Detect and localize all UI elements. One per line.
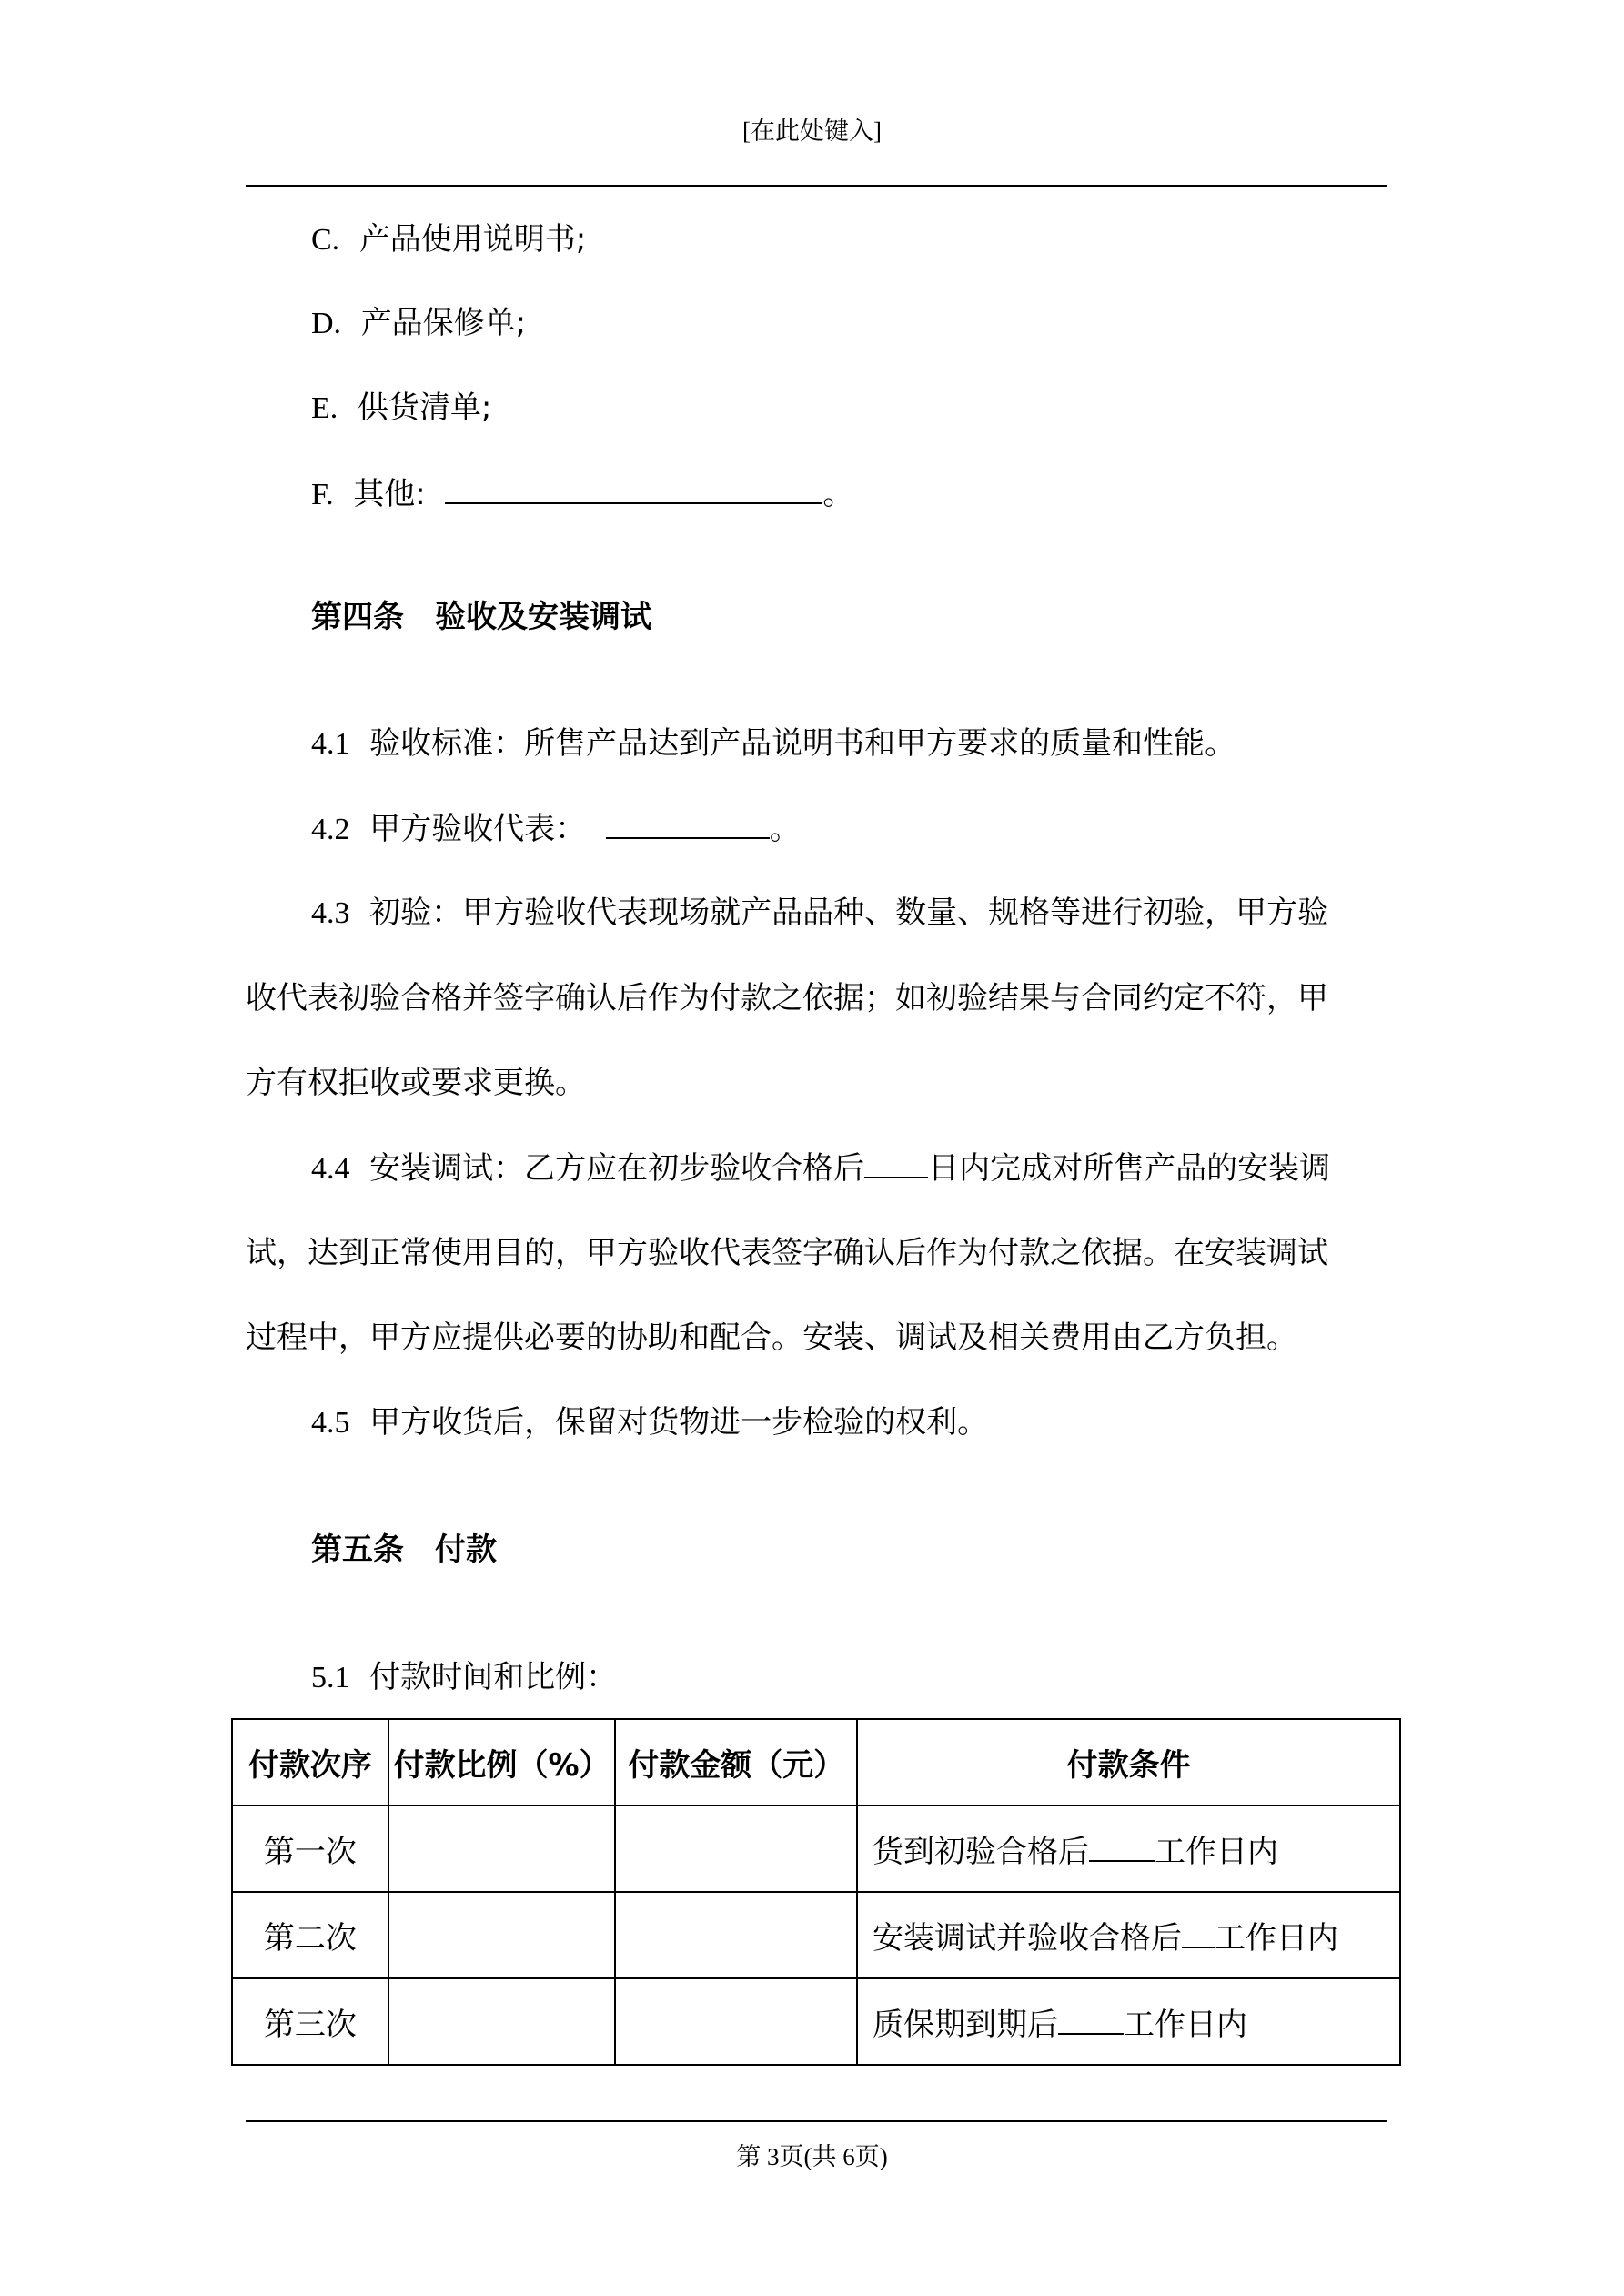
clause-4-4-line2: 试，达到正常使用目的，甲方验收代表签字确认后作为付款之依据。在安装调试 — [246, 1235, 1328, 1271]
clause-text: 甲方验收代表： — [369, 811, 587, 847]
section-heading-4: 第四条 验收及安装调试 — [311, 599, 651, 635]
cell-order: 第一次 — [232, 1805, 388, 1892]
list-letter: D. — [311, 307, 342, 340]
page-number: 第 3页(共 6页) — [736, 2143, 888, 2170]
clause-text: 甲方收货后，保留对货物进一步检验的权利。 — [369, 1404, 989, 1441]
header-ratio: 付款比例（%） — [388, 1719, 616, 1805]
header-order: 付款次序 — [232, 1719, 388, 1805]
list-text: 产品保修单; — [360, 305, 527, 341]
list-item-f — [311, 475, 853, 513]
list-item-e — [311, 389, 491, 427]
cell-condition — [857, 1892, 1400, 1978]
fill-blank[interactable] — [445, 475, 495, 504]
clause-4-3-line3: 方有权拒收或要求更换。 — [246, 1065, 586, 1101]
list-item-c — [311, 221, 586, 258]
header-condition: 付款条件 — [857, 1719, 1400, 1805]
clause-4-3-line2: 收代表初验合格并签字确认后作为付款之依据；如初验结果与合同约定不符，甲 — [246, 980, 1328, 1017]
fill-blank[interactable] — [864, 1149, 928, 1178]
cell-order: 第二次 — [232, 1892, 388, 1978]
condition-text: 货到初验合格后 — [873, 1834, 1090, 1870]
section-heading-5: 第五条 付款 — [311, 1532, 497, 1568]
list-text: 供货清单; — [357, 389, 492, 426]
footer-rule — [246, 2120, 1387, 2122]
fill-blank[interactable] — [495, 475, 822, 504]
clause-text: 安装调试：乙方应在初步验收合格后 — [369, 1150, 865, 1187]
clause-text: 初验：甲方验收代表现场就产品品种、数量、规格等进行初验，甲方验 — [369, 895, 1329, 931]
page-header: [在此处键入] — [742, 117, 882, 145]
condition-text: 质保期到期后 — [873, 2007, 1059, 2043]
condition-text: 安装调试并验收合格后 — [873, 1920, 1183, 1957]
payment-table — [231, 1718, 1401, 2066]
list-letter: E. — [311, 391, 338, 425]
cell-ratio[interactable] — [388, 1892, 616, 1978]
condition-text: 工作日内 — [1155, 1834, 1279, 1870]
clause-4-1 — [311, 725, 1236, 763]
cell-amount[interactable] — [615, 1978, 857, 2065]
cell-ratio[interactable] — [388, 1805, 616, 1892]
clause-text: 付款时间和比例： — [369, 1659, 618, 1695]
table-row — [232, 1805, 1400, 1892]
fill-blank[interactable] — [1182, 1919, 1215, 1948]
cell-condition — [857, 1805, 1400, 1892]
clause-text: 日内完成对所售产品的安装调 — [928, 1150, 1331, 1187]
fill-blank[interactable] — [606, 810, 770, 839]
cell-amount[interactable] — [615, 1892, 857, 1978]
header-rule — [246, 185, 1387, 187]
list-item-d — [311, 305, 526, 342]
clause-number: 4.2 — [311, 813, 350, 846]
table-header-row — [232, 1719, 1400, 1805]
list-text: 其他: — [353, 476, 426, 512]
clause-number: 4.4 — [311, 1152, 350, 1186]
list-letter: C. — [311, 223, 340, 257]
clause-number: 5.1 — [311, 1661, 350, 1694]
clause-text: 验收标准：所售产品达到产品说明书和甲方要求的质量和性能。 — [369, 725, 1236, 762]
clause-4-4-line3: 过程中，甲方应提供必要的协助和配合。安装、调试及相关费用由乙方负担。 — [246, 1320, 1297, 1356]
condition-text: 工作日内 — [1124, 2007, 1248, 2043]
cell-amount[interactable] — [615, 1805, 857, 1892]
clause-5-1 — [311, 1659, 617, 1696]
clause-4-5 — [311, 1404, 988, 1441]
clause-number: 4.1 — [311, 727, 350, 761]
clause-suffix: 。 — [769, 811, 801, 847]
fill-blank[interactable] — [1058, 2006, 1124, 2035]
clause-4-3 — [311, 895, 1328, 932]
cell-condition — [857, 1978, 1400, 2065]
clause-number: 4.5 — [311, 1406, 350, 1440]
table-row — [232, 1892, 1400, 1978]
list-letter: F. — [311, 478, 334, 511]
table-row — [232, 1978, 1400, 2065]
list-suffix: 。 — [822, 476, 854, 512]
condition-text: 工作日内 — [1215, 1920, 1339, 1957]
clause-4-4 — [311, 1149, 1330, 1188]
cell-ratio[interactable] — [388, 1978, 616, 2065]
cell-order: 第三次 — [232, 1978, 388, 2065]
list-text: 产品使用说明书; — [358, 221, 587, 258]
fill-blank[interactable] — [1089, 1833, 1155, 1862]
clause-4-2 — [311, 810, 801, 848]
clause-number: 4.3 — [311, 896, 350, 930]
header-amount: 付款金额（元） — [615, 1719, 857, 1805]
